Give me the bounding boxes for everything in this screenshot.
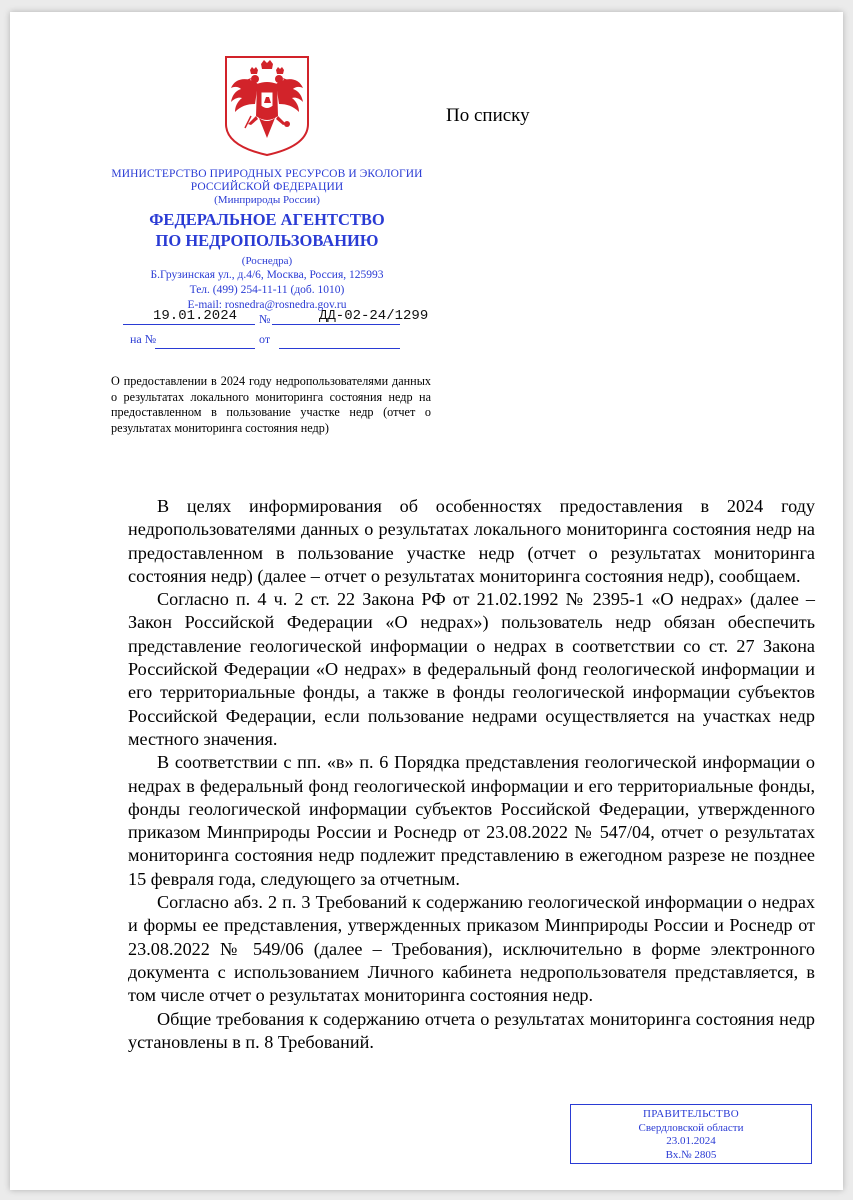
- coat-of-arms-emblem: [223, 54, 311, 158]
- agency-name-line1: ФЕДЕРАЛЬНОЕ АГЕНТСТВО: [149, 210, 385, 229]
- agency-email: E-mail: rosnedra@rosnedra.gov.ru: [187, 299, 347, 311]
- registration-number: ДД-02-24/1299: [319, 308, 429, 324]
- reply-to-label: на №: [130, 332, 157, 346]
- letter-subject: О предоставлении в 2024 году недропользователями данных о результатах локального мониторинга состояния недр на предоставленном в пользование участке недр (отчет о результатах мониторинга состояния недр): [111, 374, 431, 435]
- incoming-registration-stamp: [570, 1104, 812, 1164]
- number-sign: №: [259, 312, 271, 326]
- agency-short-name: (Роснедра): [241, 255, 293, 267]
- body-paragraph-4: Согласно абз. 2 п. 3 Требований к содержанию геологической информации о недрах и формы ее представления, утвержденных приказом Минприроды России и Роснедр от 23.08.2022 № 549/06 (далее – Требования), исключительно в форме электронного документа с использованием Личного кабинета недропользователя представляется, в том числе отчет о результатах мониторинга состояния недр.: [128, 892, 815, 1006]
- body-paragraph-1: В целях информирования об особенностях предоставления в 2024 году недропользователями данных о результатах локального мониторинга состояния недр на предоставленном в пользование участке недр (отчет о результатах мониторинга состояния недр) (далее – отчет о результатах мониторинга состояния недр), сообщаем.: [128, 496, 815, 586]
- number-underline: [272, 324, 400, 325]
- body-paragraph-2: Согласно п. 4 ч. 2 ст. 22 Закона РФ от 21.02.1992 № 2395-1 «О недрах» (далее – Закон Российской Федерации «О недрах») пользователь недр обязан обеспечить представление геологической информации о недрах в соответствии со ст. 27 Закона Российской Федерации «О недрах» в федеральный фонд геологической информации и его территориальные фонды, а также в фонды геологической информации субъектов Российской Федерации, если пользование недрами осуществляется на участках недр местного значения.: [128, 589, 815, 749]
- from-label: от: [259, 332, 271, 346]
- agency-name-line2: ПО НЕДРОПОЛЬЗОВАНИЮ: [155, 231, 379, 250]
- registration-date: 19.01.2024: [153, 308, 238, 324]
- stamp-incoming-number: Вх.№ 2805: [665, 1148, 717, 1161]
- stamp-date: 23.01.2024: [666, 1135, 716, 1147]
- stamp-region: Свердловской области: [638, 1121, 744, 1134]
- agency-address: Б.Грузинская ул., д.4/6, Москва, Россия, 125993: [150, 269, 384, 281]
- body-paragraph-5: Общие требования к содержанию отчета о результатах мониторинга состояния недр установлены в п. 8 Требований.: [128, 1008, 815, 1052]
- letterhead: [90, 168, 444, 313]
- document-page: [10, 12, 843, 1190]
- from-underline: [279, 348, 400, 349]
- body-paragraph-3: В соответствии с пп. «в» п. 6 Порядка представления геологической информации о недрах в федеральный фонд геологической информации и его территориальные фонды, фонды геологической информации субъектов Российской Федерации, утвержденного приказом Минприроды России и Роснедр от 23.08.2022 № 547/04, отчет о результатах мониторинга состояния недр подлежит представлению в ежегодном разрезе не позднее 15 февраля года, следующего за отчетным.: [128, 752, 815, 889]
- date-underline: [123, 324, 255, 325]
- agency-phone: Тел. (499) 254-11-11 (доб. 1010): [189, 284, 345, 296]
- ministry-name-line1: МИНИСТЕРСТВО ПРИРОДНЫХ РЕСУРСОВ И ЭКОЛОГИИ: [111, 168, 423, 180]
- ministry-short-name: (Минприроды России): [214, 194, 320, 206]
- stamp-organization: ПРАВИТЕЛЬСТВО: [643, 1108, 739, 1120]
- letter-body: [128, 495, 815, 1054]
- reply-to-underline: [155, 348, 255, 349]
- ministry-name-line2: РОССИЙСКОЙ ФЕДЕРАЦИИ: [190, 181, 344, 193]
- addressee: По списку: [446, 105, 530, 126]
